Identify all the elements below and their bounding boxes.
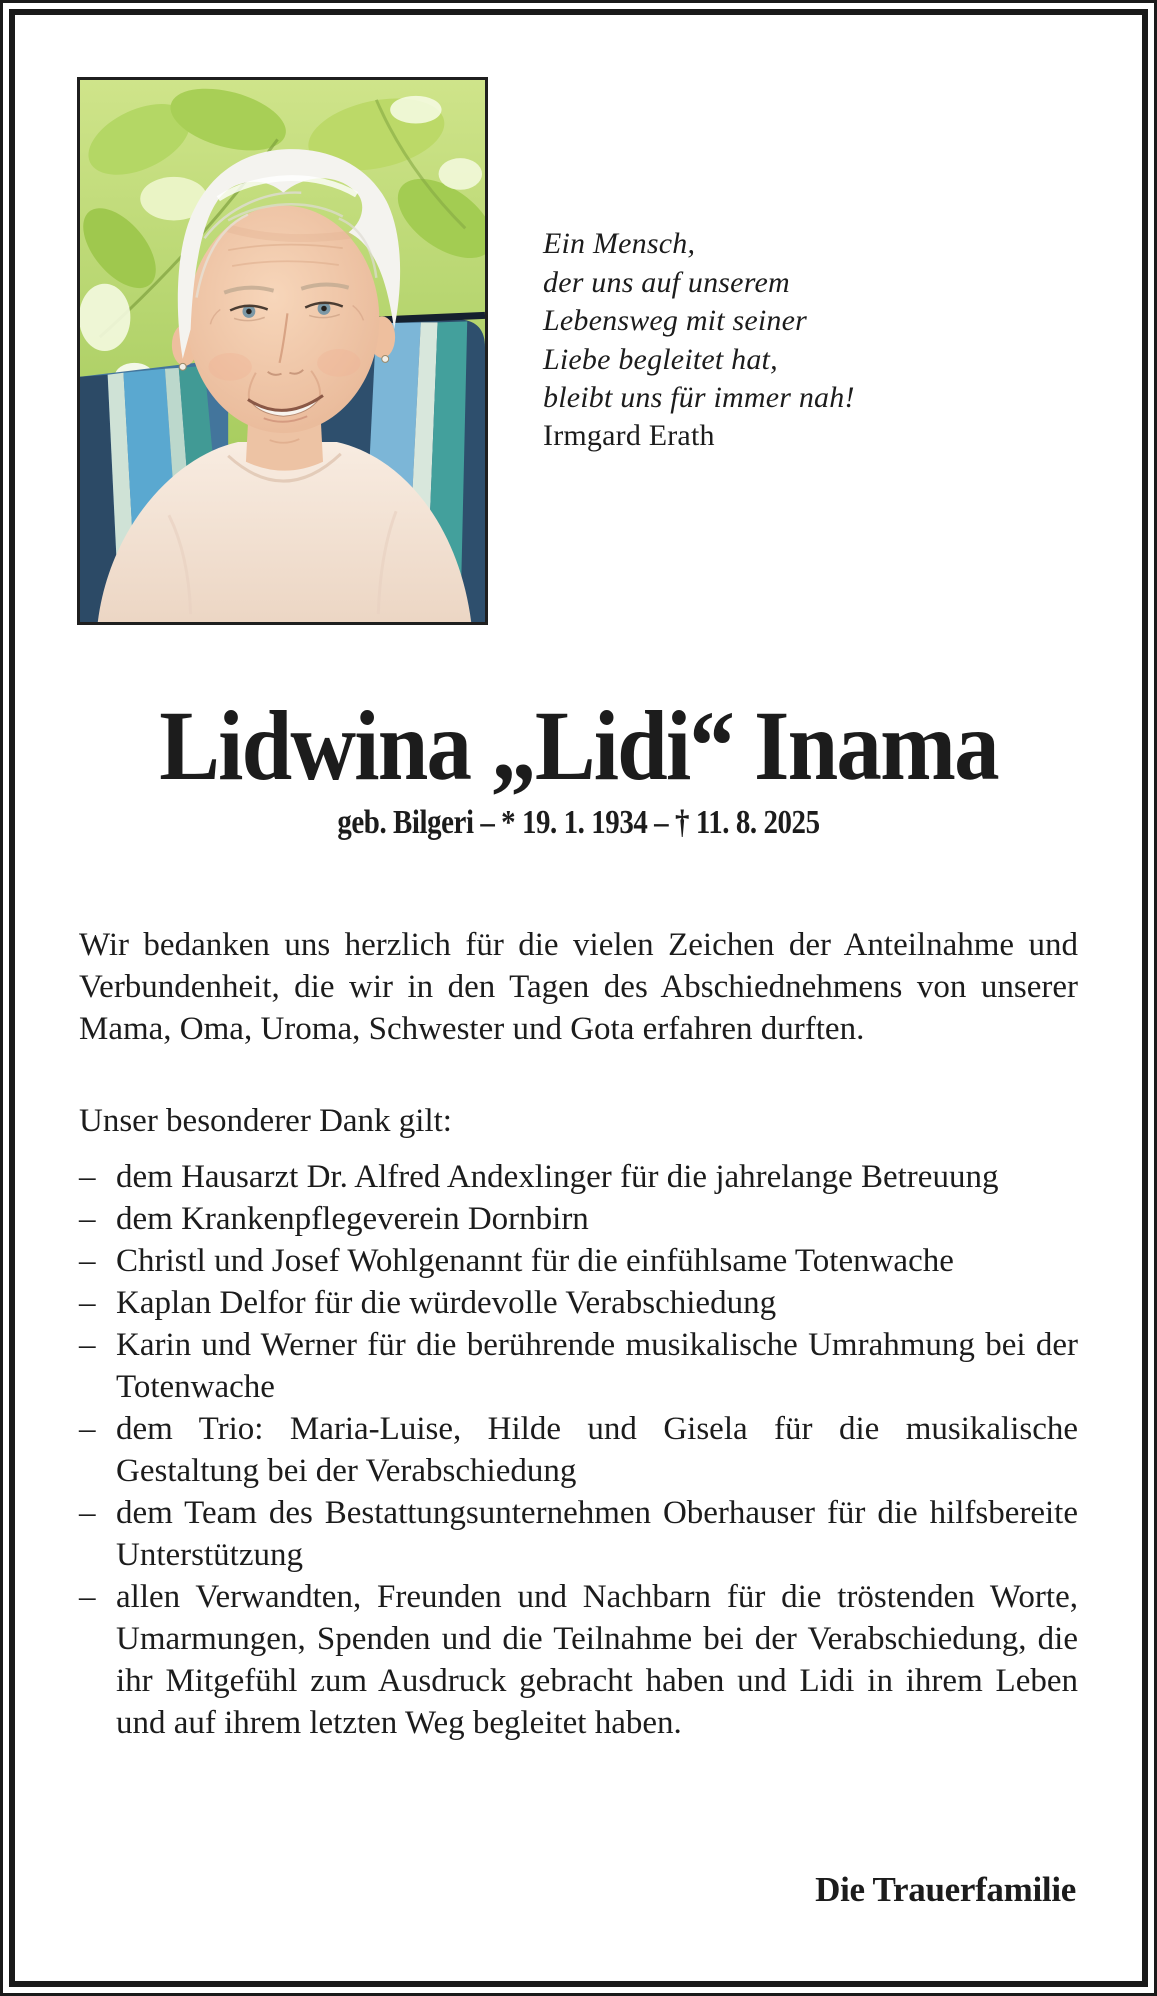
list-item [79, 1282, 1078, 1324]
list-item [79, 1240, 1078, 1282]
list-item-dash: – [79, 1495, 96, 1531]
quote-line: bleibt uns für immer nah! [543, 381, 855, 414]
list-item-text: dem Hausarzt Dr. Alfred Andexlinger für die jahrelange Betreuung [116, 1159, 999, 1195]
list-item-text: allen Verwandten, Freunden und Nachbarn für die tröstenden Worte, Umarmungen, Spenden und die Teilnahme bei der Verabschiedung, die ihr Mitgefühl zum Ausdruck gebracht haben und Lidi in ihrem Leben und auf ihrem letzten Weg begleitet haben. [116, 1579, 1078, 1741]
special-thanks-list [79, 1156, 1078, 1744]
right-earring [382, 355, 389, 362]
birth-death-dates: geb. Bilgeri – * 19. 1. 1934 – † 11. 8. 2025 [337, 804, 820, 841]
memorial-quote [543, 225, 1083, 418]
list-item-text: dem Team des Bestattungsunternehmen Oberhauser für die hilfsbereite Unterstützung [116, 1495, 1078, 1573]
list-item-text: Christl und Josef Wohlgenannt für die einfühlsame Totenwache [116, 1243, 954, 1279]
list-item [79, 1198, 1078, 1240]
list-item [79, 1576, 1078, 1744]
quote-line: der uns auf unserem [543, 265, 790, 299]
special-thanks-heading: Unser besonderer Dank gilt: [79, 1103, 452, 1139]
left-earring [179, 363, 186, 370]
list-item [79, 1324, 1078, 1408]
list-item-text: dem Trio: Maria-Luise, Hilde und Gisela für die musikalische Gestaltung bei der Verabschiedung [116, 1411, 1078, 1489]
portrait-photo [77, 77, 488, 625]
list-item-dash: – [79, 1243, 96, 1279]
list-item-dash: – [79, 1201, 96, 1237]
list-item [79, 1156, 1078, 1198]
quote-line: Liebe begleitet hat, [543, 342, 778, 376]
thanks-paragraph: Wir bedanken uns herzlich für die vielen Zeichen der Anteilnahme und Verbundenheit, die wir in den Tagen des Abschiednehmens von unserer Mama, Oma, Uroma, Schwester und Gota erfahren durften. [79, 927, 1078, 1047]
main-content [79, 690, 1078, 1744]
list-item-dash: – [79, 1327, 96, 1363]
list-item-dash: – [79, 1579, 96, 1615]
portrait-illustration [80, 80, 485, 622]
list-item-text: Karin und Werner für die berührende musikalische Umrahmung bei der Totenwache [116, 1327, 1078, 1405]
list-item-text: Kaplan Delfor für die würdevolle Verabschiedung [116, 1285, 777, 1321]
quote-attribution: Irmgard Erath [543, 419, 715, 452]
list-item-dash: – [79, 1159, 96, 1195]
list-item [79, 1492, 1078, 1576]
signature-trauerfamilie: Die Trauerfamilie [815, 1870, 1076, 1909]
quote-line: Ein Mensch, [543, 227, 696, 260]
deceased-name: Lidwina „Lidi“ Inama [159, 690, 998, 801]
quote-line: Lebensweg mit seiner [543, 304, 807, 337]
list-item [79, 1408, 1078, 1492]
list-item-dash: – [79, 1411, 96, 1447]
list-item-text: dem Krankenpflegeverein Dornbirn [116, 1201, 589, 1237]
list-item-dash: – [79, 1285, 96, 1321]
